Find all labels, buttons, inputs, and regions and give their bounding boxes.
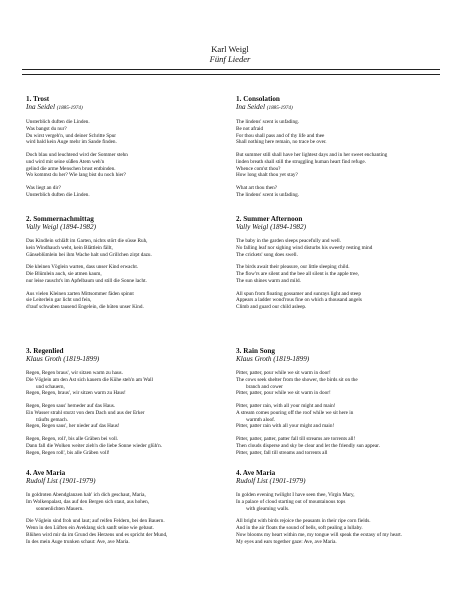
poet-credit — [236, 103, 432, 113]
lyric-line: Regen, Regen braus', wir sitzen warm zu haus. — [26, 370, 123, 376]
lyric-line: The lindens' scent is unfading. — [236, 119, 300, 125]
lyric-line: Regen, Regen, roll', bis alle Gräben bei voll. — [26, 436, 119, 442]
poet-name: Ina Seidel — [26, 103, 55, 111]
stanza — [26, 238, 222, 258]
lyric-line: Die Blümlein auch, sie atmen kaum, — [26, 271, 102, 277]
lyric-line: sie Leiterlein gar licht und fein, — [26, 297, 92, 304]
lyric-line: branch and cower — [246, 383, 283, 390]
lyric-line: The sun shines warm and mild. — [236, 277, 301, 284]
lyric-line: All bright with birds rejoice the peasants in their ripe corn fields. — [236, 518, 371, 525]
song-title: 2. Summer Afternoon — [236, 215, 303, 223]
lyric-line: und wird mit seine süßen Atem weh'n — [26, 158, 105, 165]
lyric-line: Climb and guard our child asleep. — [236, 304, 307, 310]
lyric-line: Die kleinen Vöglein warten, dass unser Kind erwacht. — [26, 264, 139, 271]
poet-name: Klaus Groth (1819-1899) — [26, 355, 100, 363]
lyric-line: Blühen wird mir da im Grund des Herzens und es spricht der Mund, — [26, 531, 168, 538]
lyric-line: In a palace of cloud starting out of mountainous tops — [236, 498, 346, 505]
stanza — [236, 492, 432, 512]
lyric-line: Regen, Regen, braus', wir sitzen warm zu Haus! — [26, 390, 126, 397]
lyric-line: Unsterblich duften die Linden. — [26, 191, 90, 198]
lyric-line: Regen, Regen saus', her nieder auf das Haus! — [26, 423, 120, 430]
lyric-line: Pitter, patter, pour while we sit warm in door! — [236, 390, 331, 397]
lyric-line: Pitter, patter, fall till streams and torrents all — [236, 449, 328, 456]
stanza — [26, 370, 222, 397]
lyric-line: Shall nothing here remain, no trace be over. — [236, 139, 327, 146]
stanza — [236, 436, 432, 456]
stanza — [236, 518, 432, 545]
page-header — [0, 44, 460, 64]
stanza — [236, 119, 432, 146]
lyric-line: wird bald kein Auge mehr im Sande finden. — [26, 139, 117, 146]
poet-credit — [236, 355, 432, 364]
header-divider-second — [22, 74, 440, 75]
lyric-line: Then clouds disperse and sky be clear and let the friendly sun appear. — [236, 442, 380, 449]
english-song-section — [236, 469, 432, 545]
song-title: 4. Ave Maria — [26, 469, 66, 477]
song-title: 3. Rain Song — [236, 347, 275, 355]
lyric-line: Im Wolkenpalast, das auf den Bergen sich staut, aus hohen, — [26, 498, 149, 505]
poet-name: Vally Weigl (1894-1982) — [236, 223, 306, 231]
stanza — [26, 518, 222, 545]
stanza — [26, 436, 222, 456]
lyric-line: Wo kommst du her? Wie lang bist du noch hier? — [26, 172, 126, 179]
song-title: 4. Ave Maria — [236, 469, 276, 477]
poet-credit — [236, 223, 432, 232]
lyric-line: The flow'rs are silent and the bee all silent is the apple tree, — [236, 271, 359, 277]
lyric-line: The crickets' song does swell. — [236, 251, 298, 258]
stanza — [26, 492, 222, 512]
german-song-section — [26, 215, 222, 311]
stanza — [236, 185, 432, 199]
lyric-line: In des mein Auge trunken schaut: Ave, ave Maria. — [26, 538, 130, 545]
lyric-line: Was bangst du nur? — [26, 125, 67, 132]
lyric-line: Now blooms my heart within me, my tongue will speak the ecstasy of my heart. — [236, 531, 402, 538]
stanza — [236, 238, 432, 258]
lyric-line: A stream comes pouring off the roof while we sit here in — [236, 409, 354, 416]
poet-name: Rudolf List (1901-1979) — [236, 477, 306, 485]
poet-credit — [26, 355, 222, 364]
stanza — [236, 152, 432, 179]
poet-credit — [26, 103, 222, 113]
lyric-line: The cows seek shelter from the shower, the birds sit on the — [236, 376, 358, 383]
song-title: 3. Regenlied — [26, 347, 64, 355]
lyric-line: with gleaming walls. — [246, 505, 290, 512]
lyric-line: Gänseblümlein bei ihm Wache halt und Grillchen zirpt dazu. — [26, 251, 152, 258]
lyric-line: And in the air floats the sound of bells, soft pealing a lullaby. — [236, 525, 363, 531]
stanza — [26, 403, 222, 430]
lyric-line: Wenn in den Lüften ein Aveklang sich sanft seine wie gebaut. — [26, 525, 154, 531]
composer-name: Karl Weigl — [211, 44, 249, 54]
lyric-line: Ein Wasser strahl sturzt von dem Dach und aus der Erker — [26, 409, 145, 416]
lyric-line: Appears a ladder wond'rous fine on which a thousand angels — [236, 297, 362, 304]
stanza — [236, 403, 432, 430]
lyric-line: nur leise rauscht's im Apfelbaum und still die Sonne lacht. — [26, 277, 147, 284]
lyric-line: But summer still shall have her lightest days and in her sweet enchanting — [236, 152, 388, 158]
lyric-line: Du wirst vergeh'n, und deiner Schritte Spur — [26, 132, 117, 139]
lyric-line: Pitter, patter rain, with all your might and main! — [236, 403, 336, 409]
lyric-line: und schauern, — [36, 383, 65, 390]
lyric-line: Regen, Regen saus' herneder auf das Haus. — [26, 403, 116, 409]
lyric-line: Pitter, patter, pour while we sit warm in door! — [236, 370, 331, 376]
poet-name: Rudolf List (1901-1979) — [26, 477, 96, 485]
song-title: 1. Trost — [26, 95, 50, 103]
stanza — [236, 264, 432, 284]
lyric-line: träufts gemach. — [36, 416, 68, 423]
poet-credit — [26, 223, 222, 232]
work-title: Fünf Lieder — [209, 54, 251, 64]
song-title: 1. Consolation — [236, 95, 280, 103]
lyric-line: What art thou then? — [236, 185, 278, 191]
poet-name: Ina Seidel — [236, 103, 265, 111]
lyric-line: In goldroten Abendglanzen hab' ich dich geschaut, Maria, — [26, 492, 146, 498]
lyric-line: Aus vielen Kleinen zarten Mittsommer fäden spinnt — [26, 290, 134, 297]
lyric-line: Dann fall die Wolken weiter zieh'n die liebe Sonne wieder glüh'n. — [26, 442, 163, 449]
stanza — [236, 370, 432, 397]
lyric-line: The baby in the garden sleeps peacefully and well. — [236, 238, 342, 244]
poet-credit — [26, 477, 222, 486]
lyric-line: d'rauf schwaben tausend Engelein, die hüten unser Kind. — [26, 304, 144, 310]
poet-dates: (1885-1974) — [56, 105, 83, 111]
stanza — [26, 152, 222, 179]
poet-credit — [236, 477, 432, 486]
poet-name: Vally Weigl (1894-1982) — [26, 223, 96, 231]
lyric-line: Regen, Regen roll', bis alle Gräben voll! — [26, 449, 110, 456]
lyric-line: Pitter, patter rain with all your might and main! — [236, 423, 335, 430]
poet-name: Klaus Groth (1819-1899) — [236, 355, 310, 363]
lyric-line: Whence com'st thou? — [236, 165, 281, 172]
german-song-section — [26, 469, 222, 545]
lyric-line: For thou shall pass and of thy life and thee — [236, 132, 325, 139]
lyric-line: In golden evening twilight I have seen thee, Virgin Mary, — [236, 492, 355, 498]
lyric-line: gelind die arme Menschen brust entbinden. — [26, 165, 116, 172]
lyric-line: Die Vöglein am den Ast sich kauern die Kühe steh'n am Wall — [26, 376, 153, 383]
lyric-line: Das Kindlein schläft im Garten, nichts stört die süsse Ruh, — [26, 238, 148, 244]
english-song-section — [236, 95, 432, 199]
stanza — [26, 291, 222, 311]
lyric-line: Pitter, patter, patter, patter fall till streams are torrents all! — [236, 436, 356, 442]
lyric-line: Was liegt an dir? — [26, 185, 61, 191]
lyric-line: Doch blau und leuchtend wird der Sommer stehn — [26, 152, 128, 158]
lyric-line: Unsterblich duften die Linden. — [26, 119, 90, 125]
german-song-section — [26, 95, 222, 199]
lyric-line: kein Windhauch weht, kein Blättlein fällt, — [26, 244, 113, 251]
german-song-section — [26, 347, 222, 456]
stanza — [26, 264, 222, 284]
poet-dates: (1885-1974) — [266, 105, 293, 111]
lyric-line: Die Vöglein sind froh und laut; auf reifen Feldern, bei den Bauern. — [26, 518, 165, 525]
lyric-line: The birds await their pleasure, our little sleeping child. — [236, 264, 350, 271]
stanza — [26, 185, 222, 199]
header-divider — [22, 69, 440, 70]
lyric-line: The lindens' scent is unfading. — [236, 191, 300, 198]
lyric-line: How long shalt thou yet stay? — [236, 172, 298, 179]
lyric-line: warmth aloof. — [246, 416, 276, 423]
english-song-section — [236, 347, 432, 456]
lyric-line: No falling leaf nor sighing wind disturbs his sweetly resting mind — [236, 244, 373, 251]
lyric-line: sonnenlichten Mauern. — [36, 505, 84, 512]
song-title: 2. Sommernachmittag — [26, 215, 94, 223]
lyric-line: linden breath shall still the struggling human heart find refuge. — [236, 158, 366, 165]
stanza — [26, 119, 222, 146]
english-song-section — [236, 215, 432, 311]
lyric-line: Be not afraid — [236, 125, 264, 132]
stanza — [236, 291, 432, 311]
lyric-line: My eyes and ears together gaze: Ave, ave Maria. — [236, 538, 337, 545]
lyric-line: All spun from floating gossamer and sunrays light and steep — [236, 290, 361, 297]
